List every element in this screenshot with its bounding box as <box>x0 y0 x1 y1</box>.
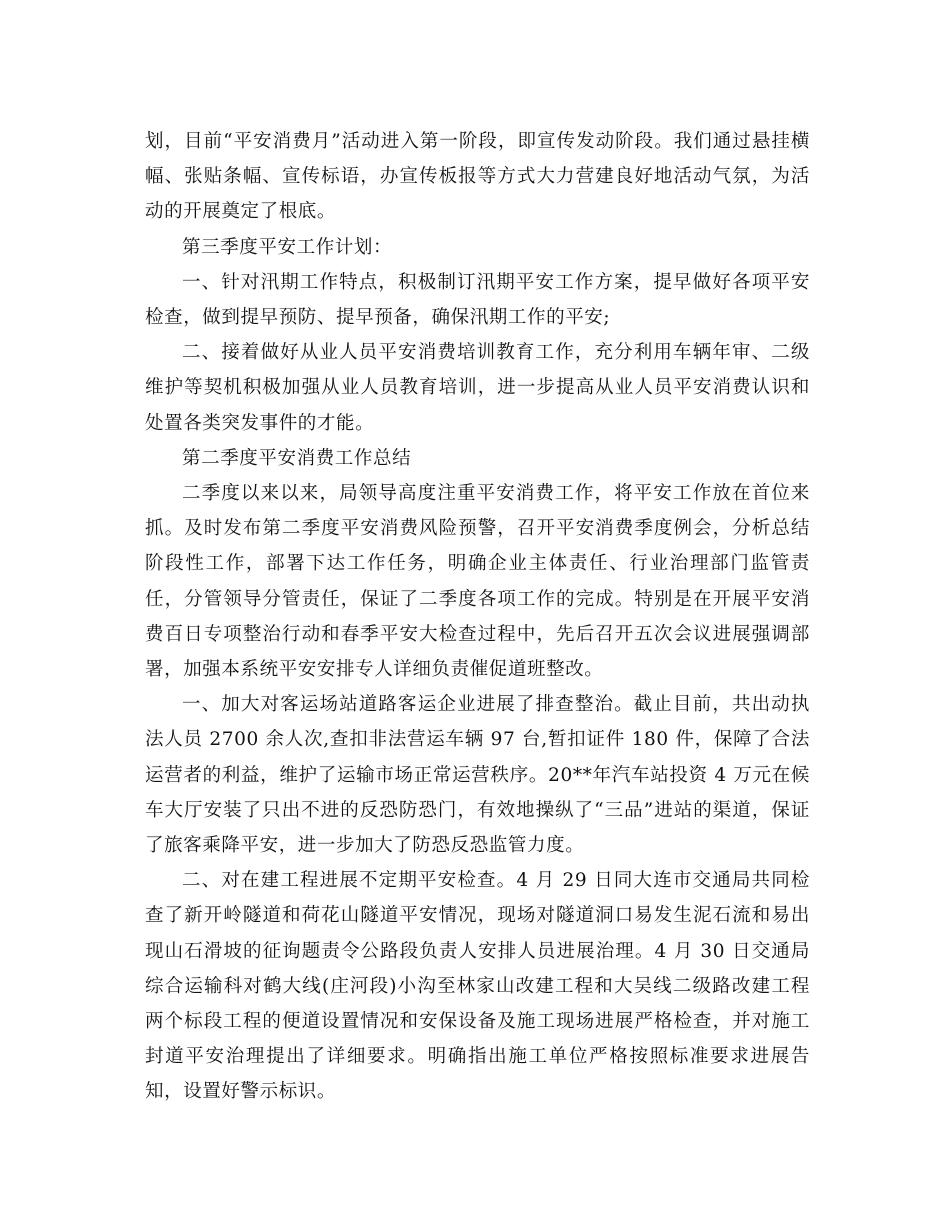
document-body <box>145 124 810 1110</box>
paragraph-3: 一、针对汛期工作特点，积极制订汛期平安工作方案，提早做好各项平安检查，做到提早预防、提早预备，确保汛期工作的平安; <box>145 271 810 329</box>
paragraph-2-heading: 第三季度平安工作计划： <box>182 236 393 258</box>
paragraph-8: 二、对在建工程进展不定期平安检查。4 月 29 日同大连市交通局共同检查了新开岭隧道和荷花山隧道平安情况，现场对隧道洞口易发生泥石流和易出现山石滑坡的征询题责令公路段负责人安排人员进展治理。4 月 30 日交通局综合运输科对鹤大线(庄河段)小沟至林家山改建工程和大吴线二级路改建工程两个标段工程的便道设置情况和安保设备及施工现场进展严格检查，并对施工封道平安治理提出了详细要求。明确指出施工单位严格按照标准要求进展告知，设置好警示标识。 <box>145 870 810 1103</box>
paragraph-5-heading: 第二季度平安消费工作总结 <box>182 447 412 469</box>
paragraph-1: 划，目前“平安消费月”活动进入第一阶段，即宣传发动阶段。我们通过悬挂横幅、张贴条幅、宣传标语，办宣传板报等方式大力营建良好地活动气氛，为活动的开展奠定了根底。 <box>145 131 810 223</box>
paragraph-6: 二季度以来以来，局领导高度注重平安消费工作，将平安工作放在首位来抓。及时发布第二季度平安消费风险预警，召开平安消费季度例会，分析总结阶段性工作，部署下达工作任务，明确企业主体责任、行业治理部门监管责任，分管领导分管责任，保证了二季度各项工作的完成。特别是在开展平安消费百日专项整治行动和春季平安大检查过程中，先后召开五次会议进展强调部署，加强本系统平安安排专人详细负责催促道班整改。 <box>145 483 810 681</box>
paragraph-4: 二、接着做好从业人员平安消费培训教育工作，充分利用车辆年审、二级维护等契机积极加强从业人员教育培训，进一步提高从业人员平安消费认识和处置各类突发事件的才能。 <box>145 342 810 434</box>
paragraph-7: 一、加大对客运场站道路客运企业进展了排查整治。截止目前，共出动执法人员 2700 余人次,查扣非法营运车辆 97 台,暂扣证件 180 件，保障了合法运营者的利益，维护了运输市场正常运营秩序。20**年汽车站投资 4 万元在候车大厅安装了只出不进的反恐防恐门，有效地操纵了“三品”进站的渠道，保证了旅客乘降平安，进一步加大了防恐反恐监管力度。 <box>145 694 810 857</box>
